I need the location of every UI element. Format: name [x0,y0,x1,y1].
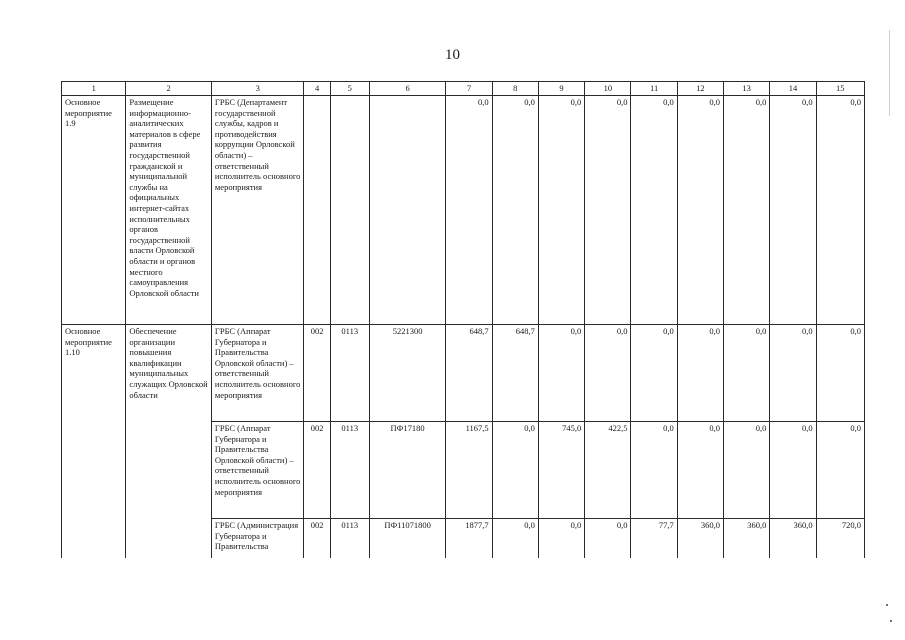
value-cell: 0,0 [816,422,864,519]
value-cell: 0,0 [538,325,584,422]
value-cell: 0,0 [816,96,864,325]
value-cell: 1877,7 [446,519,492,559]
value-cell: 0,0 [538,96,584,325]
value-cell: 0,0 [677,422,723,519]
code-cell [304,96,330,325]
value-cell: 0,0 [492,422,538,519]
code-cell: 5221300 [369,325,445,422]
header-cell: 11 [631,82,677,96]
value-cell: 745,0 [538,422,584,519]
budget-table [61,81,865,558]
event-description: Размещение информационно-аналитических материалов в сфере развития государственной гражданской и муниципальной службы на официальных интернет-сайтах исполнительных органов государственной власти Орловской области и органов местного самоуправления Орловской области [126,96,212,325]
value-cell: 0,0 [585,325,631,422]
grbs-cell: ГРБС (Аппарат Губернатора и Правительства Орловской области) – ответственный исполнитель основного мероприятия [211,325,304,422]
scan-speck [886,604,888,606]
code-cell [330,96,369,325]
value-cell: 0,0 [492,96,538,325]
value-cell: 720,0 [816,519,864,559]
scan-edge-mark [889,30,890,116]
page-number: 10 [445,47,460,63]
value-cell: 0,0 [770,325,816,422]
value-cell: 0,0 [816,325,864,422]
value-cell: 77,7 [631,519,677,559]
value-cell: 0,0 [585,519,631,559]
value-cell: 0,0 [585,96,631,325]
scan-speck [890,620,892,622]
header-cell: 4 [304,82,330,96]
header-row [62,82,865,96]
header-cell: 2 [126,82,212,96]
event-name: Основное мероприятие 1.10 [62,325,126,559]
header-cell: 3 [211,82,304,96]
header-cell: 8 [492,82,538,96]
code-cell: ПФ11071800 [369,519,445,559]
header-cell: 6 [369,82,445,96]
header-cell: 9 [538,82,584,96]
value-cell: 0,0 [724,422,770,519]
table-row [62,325,865,422]
value-cell: 360,0 [677,519,723,559]
header-cell: 5 [330,82,369,96]
grbs-cell: ГРБС (Аппарат Губернатора и Правительства Орловской области) – ответственный исполнитель основного мероприятия [211,422,304,519]
header-cell: 7 [446,82,492,96]
header-cell: 12 [677,82,723,96]
code-cell: 002 [304,519,330,559]
value-cell: 360,0 [770,519,816,559]
value-cell: 0,0 [631,422,677,519]
value-cell: 1167,5 [446,422,492,519]
value-cell: 0,0 [446,96,492,325]
grbs-cell: ГРБС (Департамент государственной службы, кадров и противодействия коррупции Орловской области) – ответственный исполнитель основного мероприятия [211,96,304,325]
value-cell: 0,0 [677,96,723,325]
code-cell: 002 [304,422,330,519]
value-cell: 648,7 [446,325,492,422]
value-cell: 0,0 [770,422,816,519]
header-cell: 1 [62,82,126,96]
code-cell: 0113 [330,325,369,422]
header-cell: 10 [585,82,631,96]
code-cell [369,96,445,325]
code-cell: 0113 [330,422,369,519]
value-cell: 0,0 [631,325,677,422]
value-cell: 360,0 [724,519,770,559]
header-cell: 13 [724,82,770,96]
value-cell: 0,0 [538,519,584,559]
value-cell: 648,7 [492,325,538,422]
value-cell: 0,0 [492,519,538,559]
table-row [62,96,865,325]
code-cell: 002 [304,325,330,422]
event-name: Основное мероприятие 1.9 [62,96,126,325]
value-cell: 0,0 [724,96,770,325]
code-cell: 0113 [330,519,369,559]
header-cell: 15 [816,82,864,96]
value-cell: 0,0 [724,325,770,422]
value-cell: 0,0 [770,96,816,325]
value-cell: 0,0 [631,96,677,325]
event-description: Обеспечение организации повышения квалификации муниципальных служащих Орловской области [126,325,212,559]
value-cell: 0,0 [677,325,723,422]
value-cell: 422,5 [585,422,631,519]
header-cell: 14 [770,82,816,96]
grbs-cell: ГРБС (Администрация Губернатора и Правительства [211,519,304,559]
code-cell: ПФ17180 [369,422,445,519]
